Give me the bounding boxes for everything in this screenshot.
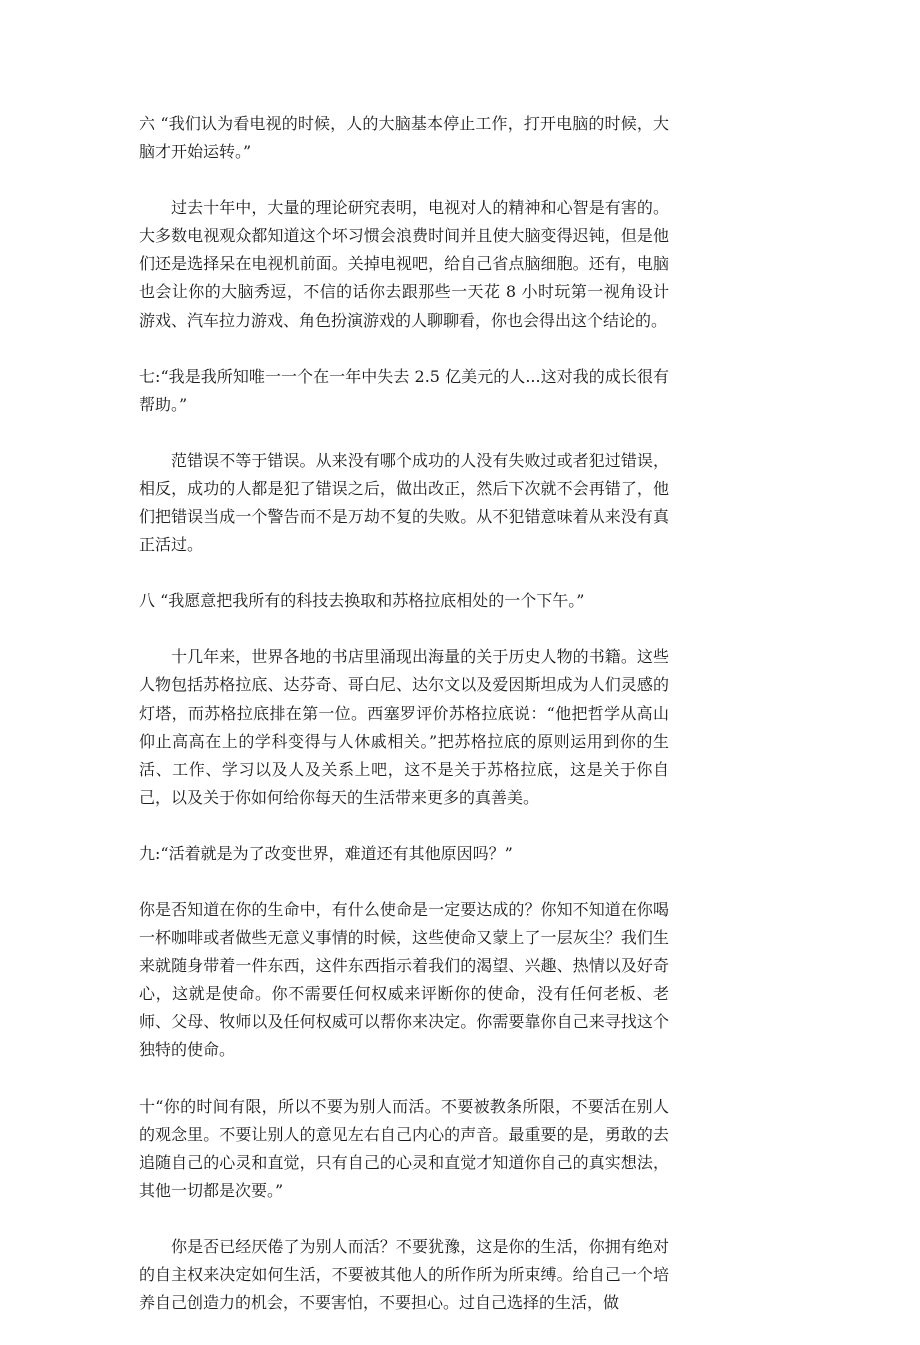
paragraph-mission: 你是否知道在你的生命中，有什么使命是一定要达成的？你知不知道在你喝一杯咖啡或者做些无意义事情的时候，这些使命又蒙上了一层灰尘？我们生来就随身带着一件东西，这件东西指示着我们的渴望、兴趣、热情以及好奇心，这就是使命。你不需要任何权威来评断你的使命，没有任何老板、老师、父母、牧师以及任何权威可以帮你来决定。你需要靠你自己来寻找这个独特的使命。	[139, 899, 669, 1060]
heading-seven: 七:“我是我所知唯一一个在一年中失去 2.5 亿美元的人...这对我的成长很有帮助。”	[139, 366, 669, 414]
document-body	[139, 110, 669, 1345]
paragraph-socrates: 十几年来，世界各地的书店里涌现出海量的关于历史人物的书籍。这些人物包括苏格拉底、达芬奇、哥白尼、达尔文以及爱因斯坦成为人们灵感的灯塔，而苏格拉底排在第一位。西塞罗评价苏格拉底说：“他把哲学从高山仰止高高在上的学科变得与人休戚相关。”把苏格拉底的原则运用到你的生活、工作、学习以及人及关系上吧，这不是关于苏格拉底，这是关于你自己，以及关于你如何给你每天的生活带来更多的真善美。	[139, 647, 669, 807]
paragraph-mistakes: 范错误不等于错误。从来没有哪个成功的人没有失败过或者犯过错误，相反，成功的人都是犯了错误之后，做出改正，然后下次就不会再错了，他们把错误当成一个警告而不是万劫不复的失败。从不犯错意味着从来没有真正活过。	[139, 450, 669, 555]
heading-nine: 九:“活着就是为了改变世界，难道还有其他原因吗？”	[139, 843, 513, 863]
heading-ten: 十“你的时间有限，所以不要为别人而活。不要被教条所限，不要活在别人的观念里。不要让别人的意见左右自己内心的声音。最重要的是，勇敢的去追随自己的心灵和直觉，只有自己的心灵和直觉才知道你自己的真实想法，其他一切都是次要。”	[139, 1096, 669, 1200]
heading-eight: 八 “我愿意把我所有的科技去换取和苏格拉底相处的一个下午。”	[139, 591, 585, 611]
paragraph-live-your-life: 你是否已经厌倦了为别人而活？不要犹豫，这是你的生活，你拥有绝对的自主权来决定如何生活，不要被其他人的所作所为所束缚。给自己一个培养自己创造力的机会，不要害怕，不要担心。过自己选择的生活，做	[139, 1236, 669, 1313]
heading-six: 六 “我们认为看电视的时候，人的大脑基本停止工作，打开电脑的时候，大脑才开始运转。”	[139, 114, 669, 162]
paragraph-tv-brain: 过去十年中，大量的理论研究表明，电视对人的精神和心智是有害的。大多数电视观众都知道这个坏习惯会浪费时间并且使大脑变得迟钝，但是他们还是选择呆在电视机前面。关掉电视吧，给自己省点脑细胞。还有，电脑也会让你的大脑秀逗，不信的话你去跟那些一天花 8 小时玩第一视角设计游戏、汽车拉力游戏、角色扮演游戏的人聊聊看，你也会得出这个结论的。	[139, 198, 669, 330]
